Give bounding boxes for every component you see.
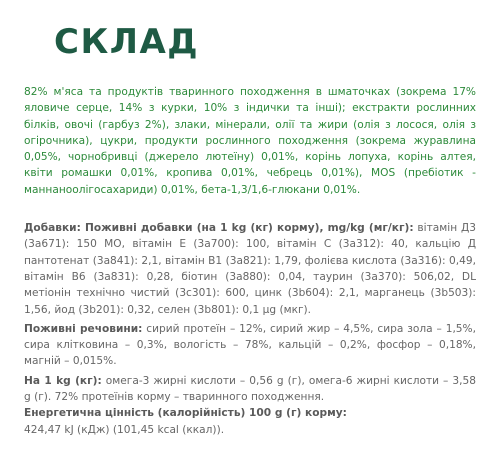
additives-label: Добавки: Поживні добавки (на 1 kg (кг) корму), mg/kg (мг/кг): xyxy=(24,222,414,235)
nutrients-label: Поживні речовини: xyxy=(24,322,143,335)
energy-text: 424,47 kJ (кДж) (101,45 kcal (ккал)). xyxy=(24,423,225,436)
nutrients-paragraph xyxy=(24,321,476,370)
additives-text: вітамін Д3 (3а671): 150 МО, вітамін Е (3а700): 100, вітамін С (3а312): 40, кальцію Д пантотенат (3а841): 2,1, вітамін В1 (3а821): 1,79, фолієва кислота (3а316): 0,49, вітамін В6 (3а831): 0,28, біотин (3а880): 0,04, таурин (3а370): 506,02, DL метіонін технічно чистий (3с301): 600, цинк (3b604): 2,1, марганець (3b503): 1,56, йод (3b201): 0,32, селен (3b801): 0,1 µg (мкг). xyxy=(24,222,476,316)
per-kg-text: омега-3 жирні кислоти – 0,56 g (г), омега-6 жирні кислоти – 3,58 g (г). 72% протеїнів корму – тваринного походження. xyxy=(24,374,476,404)
nutrients-text: сирий протеїн – 12%, сирий жир – 4,5%, сира зола – 1,5%, сира клітковина – 0,3%, вологість – 78%, кальцій – 0,2%, фосфор – 0,18%, магній – 0,015%. xyxy=(24,322,476,368)
per-kg-label: На 1 kg (кг): xyxy=(24,374,102,387)
per-kg-paragraph xyxy=(24,373,476,406)
composition-text: 82% м'яса та продуктів тваринного походження в шматочках (зокрема 17% яловиче серце, 14% з курки, 10% з індички та інші); екстракти рослинних білків, овочі (гарбуз 2%), злаки, мінерали, олії та жири (олія з лосося, олія з огірочника), цукри, продукти рослинного походження (зокрема журавлина 0,05%, чорнобривці (джерело лютеїну) 0,01%, корінь лопуха, корінь алтея, квіти ромашки 0,01%, кропива 0,01%, чебрець 0,01%), MOS (пребіотик - маннаноолігосахариди) 0,01%, бета-1,3/1,6-глюкани 0,01%. xyxy=(24,86,476,196)
additives-paragraph xyxy=(24,220,476,318)
page-title: СКЛАД xyxy=(54,22,200,62)
energy-label: Енергетична цінність (калорійність) 100 g (г) корму: xyxy=(24,407,347,420)
energy-paragraph xyxy=(24,405,476,438)
additives-section xyxy=(24,220,476,438)
